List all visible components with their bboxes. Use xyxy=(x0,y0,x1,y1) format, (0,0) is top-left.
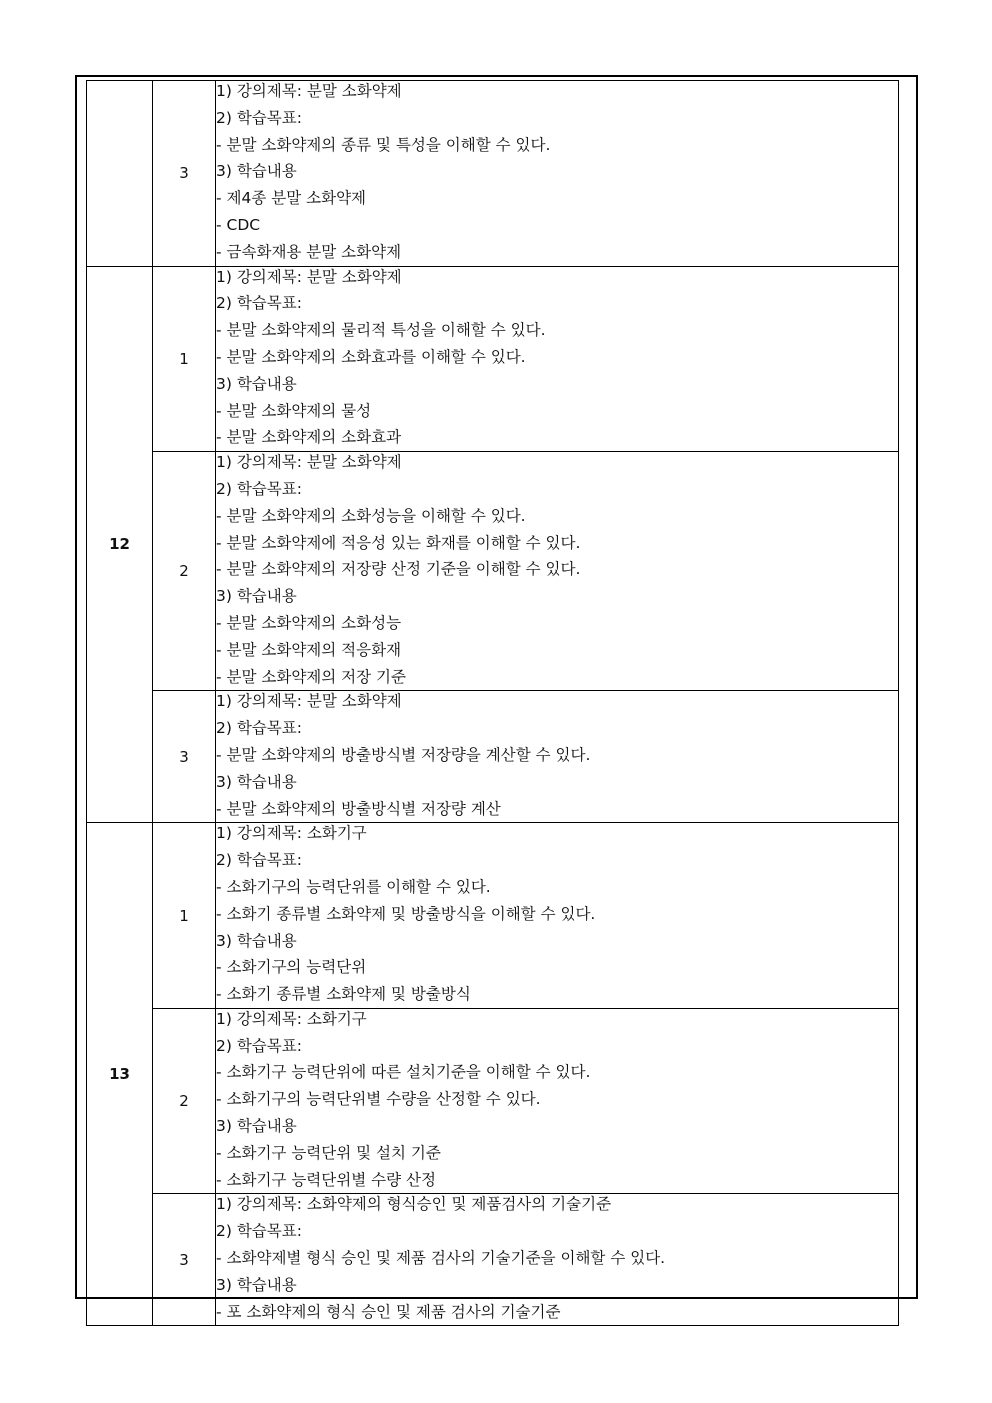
content-cell xyxy=(216,81,899,267)
content-line: - 소화약제별 형식 승인 및 제품 검사의 기술기준을 이해할 수 있다. xyxy=(216,1249,666,1268)
content-line: - 소화기구 능력단위별 수량 산정 xyxy=(216,1170,436,1189)
content-line: 3) 학습내용 xyxy=(216,1117,297,1136)
content-line: 2) 학습목표: xyxy=(216,479,302,498)
content-line: - 분말 소화약제의 방출방식별 저장량 계산 xyxy=(216,799,501,818)
content-line: - 소화기구의 능력단위별 수량을 산정할 수 있다. xyxy=(216,1090,541,1109)
table-row xyxy=(87,266,899,452)
content-line: - 소화기구의 능력단위를 이해할 수 있다. xyxy=(216,877,491,896)
content-cell xyxy=(216,691,899,823)
content-line: 1) 강의제목: 분말 소화약제 xyxy=(216,82,402,100)
content-line: 3) 학습내용 xyxy=(216,374,297,393)
content-line: - 소화기구 능력단위에 따른 설치기준을 이해할 수 있다. xyxy=(216,1063,591,1082)
content-line: 3) 학습내용 xyxy=(216,587,297,606)
content-line: 2) 학습목표: xyxy=(216,294,302,313)
week-cell xyxy=(87,81,153,267)
content-cell xyxy=(216,452,899,691)
content-line: - 소화기 종류별 소화약제 및 방출방식을 이해할 수 있다. xyxy=(216,904,596,923)
content-line: 2) 학습목표: xyxy=(216,719,302,738)
content-line: - 소화기구 능력단위 및 설치 기준 xyxy=(216,1143,441,1162)
content-line: - 분말 소화약제의 물성 xyxy=(216,401,372,420)
content-line: - 소화기구의 능력단위 xyxy=(216,958,367,977)
content-line: 3) 학습내용 xyxy=(216,931,297,950)
content-line: - CDC xyxy=(216,215,261,234)
content-line: 1) 강의제목: 소화기구 xyxy=(216,1009,367,1028)
table-row xyxy=(87,81,899,267)
content-line: - 분말 소화약제의 물리적 특성을 이해할 수 있다. xyxy=(216,321,546,340)
content-cell xyxy=(216,1008,899,1194)
table-row xyxy=(87,691,899,823)
content-line: 2) 학습목표: xyxy=(216,851,302,870)
content-line: 1) 강의제목: 분말 소화약제 xyxy=(216,267,402,286)
content-line: 2) 학습목표: xyxy=(216,1036,302,1055)
content-line: - 소화기 종류별 소화약제 및 방출방식 xyxy=(216,985,471,1004)
session-cell: 1 xyxy=(153,823,216,1009)
session-cell: 3 xyxy=(153,691,216,823)
session-cell: 3 xyxy=(153,1194,216,1326)
content-line: - 분말 소화약제의 소화효과 xyxy=(216,428,402,447)
content-line: - 분말 소화약제의 종류 및 특성을 이해할 수 있다. xyxy=(216,135,551,154)
content-line: - 제4종 분말 소화약제 xyxy=(216,189,367,208)
content-line: - 금속화재용 분말 소화약제 xyxy=(216,242,402,261)
session-cell: 2 xyxy=(153,452,216,691)
content-line: 2) 학습목표: xyxy=(216,1222,302,1241)
content-line: - 분말 소화약제의 적응화재 xyxy=(216,640,402,659)
content-line: - 분말 소화약제에 적응성 있는 화재를 이해할 수 있다. xyxy=(216,533,581,552)
week-cell: 12 xyxy=(87,266,153,823)
content-line: 3) 학습내용 xyxy=(216,772,297,791)
content-line: 1) 강의제목: 분말 소화약제 xyxy=(216,453,402,472)
week-cell: 13 xyxy=(87,823,153,1326)
table-row xyxy=(87,452,899,691)
content-line: - 분말 소화약제의 소화성능 xyxy=(216,613,402,632)
content-cell xyxy=(216,1194,899,1326)
content-line: 1) 강의제목: 소화약제의 형식승인 및 제품검사의 기술기준 xyxy=(216,1195,612,1214)
content-line: - 분말 소화약제의 소화효과를 이해할 수 있다. xyxy=(216,347,526,366)
content-line: - 분말 소화약제의 방출방식별 저장량을 계산할 수 있다. xyxy=(216,745,591,764)
content-line: 2) 학습목표: xyxy=(216,108,302,127)
content-cell xyxy=(216,266,899,452)
session-cell: 3 xyxy=(153,81,216,267)
table-row xyxy=(87,1194,899,1326)
session-cell: 1 xyxy=(153,266,216,452)
syllabus-table xyxy=(86,80,899,1326)
content-line: - 분말 소화약제의 저장 기준 xyxy=(216,667,407,686)
session-cell: 2 xyxy=(153,1008,216,1194)
content-cell xyxy=(216,823,899,1009)
content-line: 1) 강의제목: 소화기구 xyxy=(216,824,367,843)
content-line: - 분말 소화약제의 저장량 산정 기준을 이해할 수 있다. xyxy=(216,560,581,579)
content-line: - 분말 소화약제의 소화성능을 이해할 수 있다. xyxy=(216,506,526,525)
content-line: 3) 학습내용 xyxy=(216,1275,297,1294)
content-line: 3) 학습내용 xyxy=(216,162,297,181)
content-line: 1) 강의제목: 분말 소화약제 xyxy=(216,692,402,711)
table-row xyxy=(87,1008,899,1194)
content-line: - 포 소화약제의 형식 승인 및 제품 검사의 기술기준 xyxy=(216,1302,561,1321)
table-row xyxy=(87,823,899,1009)
